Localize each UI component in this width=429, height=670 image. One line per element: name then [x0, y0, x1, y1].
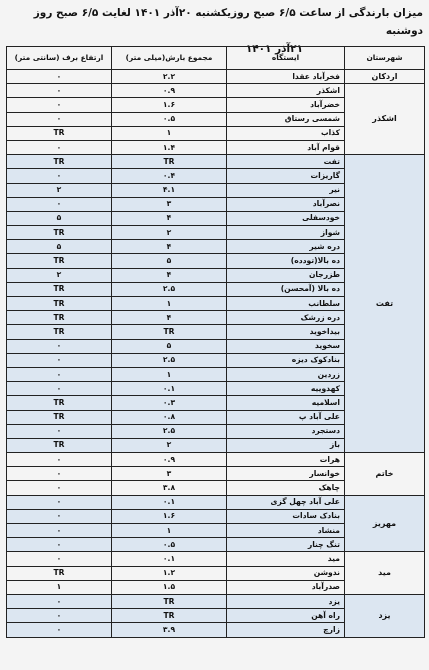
station-cell: خوانسار	[227, 467, 345, 481]
station-cell: علی آباد چهل گزی	[227, 495, 345, 509]
rain-cell: ۲.۵	[112, 282, 227, 296]
snow-cell: ۱	[7, 580, 112, 594]
station-cell: اشکذر	[227, 84, 345, 98]
station-cell: مید	[227, 552, 345, 566]
snow-cell: ۰	[7, 524, 112, 538]
rain-cell: TR	[112, 155, 227, 169]
snow-cell: ۰	[7, 552, 112, 566]
station-cell: بنادکوک دیزه	[227, 353, 345, 367]
rain-cell: ۱.۵	[112, 580, 227, 594]
station-cell: زارچ	[227, 623, 345, 637]
rain-cell: ۱.۲	[112, 566, 227, 580]
snow-cell: ۰	[7, 70, 112, 84]
rain-cell: ۲.۵	[112, 353, 227, 367]
county-cell: مید	[345, 552, 425, 595]
rain-cell: ۰.۵	[112, 538, 227, 552]
snow-cell: TR	[7, 126, 112, 140]
rain-cell: TR	[112, 594, 227, 608]
station-cell: فخرآباد عقدا	[227, 70, 345, 84]
rain-cell: ۵	[112, 339, 227, 353]
rain-cell: ۰.۵	[112, 112, 227, 126]
snow-cell: TR	[7, 325, 112, 339]
snow-cell: TR	[7, 226, 112, 240]
rain-cell: ۰.۸	[112, 410, 227, 424]
snow-cell: ۵	[7, 211, 112, 225]
station-cell: سلطانب	[227, 297, 345, 311]
station-cell: سخوید	[227, 339, 345, 353]
station-cell: هرات	[227, 453, 345, 467]
county-cell: خاتم	[345, 453, 425, 496]
rain-cell: ۴	[112, 240, 227, 254]
snow-cell: ۰	[7, 84, 112, 98]
header-snow: ارتفاع برف (سانتی متر)	[7, 47, 112, 70]
station-cell: صدرآباد	[227, 580, 345, 594]
station-cell: اسلامیه	[227, 396, 345, 410]
county-cell: اشکذر	[345, 84, 425, 155]
snow-cell: ۰	[7, 424, 112, 438]
rainfall-table	[6, 46, 425, 638]
station-cell: تفت	[227, 155, 345, 169]
rain-cell: ۰.۱	[112, 552, 227, 566]
rain-cell: ۰.۹	[112, 453, 227, 467]
snow-cell: ۰	[7, 594, 112, 608]
snow-cell: ۰	[7, 623, 112, 637]
station-cell: بیداخوید	[227, 325, 345, 339]
rain-cell: ۳.۹	[112, 623, 227, 637]
title-line-1: میزان بارندگی از ساعت ۶/۵ صبح روزیکشنبه ۲۰آذر ۱۴۰۱ لغایت ۶/۵ صبح روز دوشنبه	[33, 7, 423, 37]
snow-cell: ۰	[7, 367, 112, 381]
snow-cell: TR	[7, 282, 112, 296]
rain-cell: ۰.۳	[112, 396, 227, 410]
header-station: ایستگاه	[227, 47, 345, 70]
table-row	[7, 552, 425, 566]
table-row	[7, 594, 425, 608]
station-cell: ندوشن	[227, 566, 345, 580]
station-cell: قوام آباد	[227, 140, 345, 154]
snow-cell: ۲	[7, 268, 112, 282]
table-row	[7, 155, 425, 169]
station-cell: دستجرد	[227, 424, 345, 438]
table-row	[7, 453, 425, 467]
station-cell: منشاد	[227, 524, 345, 538]
rain-cell: ۴	[112, 268, 227, 282]
station-cell: دره شیر	[227, 240, 345, 254]
snow-cell: ۲	[7, 183, 112, 197]
rain-cell: ۲	[112, 438, 227, 452]
rain-cell: ۵	[112, 254, 227, 268]
rain-cell: ۲	[112, 226, 227, 240]
snow-cell: TR	[7, 297, 112, 311]
table-row	[7, 495, 425, 509]
station-cell: ده بالا(تودده)	[227, 254, 345, 268]
snow-cell: TR	[7, 311, 112, 325]
station-cell: تنگ چنار	[227, 538, 345, 552]
station-cell: چاهک	[227, 481, 345, 495]
snow-cell: ۰	[7, 112, 112, 126]
rain-cell: ۱	[112, 126, 227, 140]
station-cell: گاریزات	[227, 169, 345, 183]
rain-cell: TR	[112, 609, 227, 623]
station-cell: زردین	[227, 367, 345, 381]
county-cell: مهریز	[345, 495, 425, 552]
snow-cell: ۰	[7, 98, 112, 112]
table-body	[7, 70, 425, 638]
rain-cell: ۱	[112, 524, 227, 538]
county-cell: اردکان	[345, 70, 425, 84]
snow-cell: ۰	[7, 538, 112, 552]
station-cell: بنادک سادات	[227, 509, 345, 523]
station-cell: خضرآباد	[227, 98, 345, 112]
station-cell: کهدوییه	[227, 382, 345, 396]
header-county: شهرستان	[345, 47, 425, 70]
rain-cell: ۰.۹	[112, 84, 227, 98]
snow-cell: ۵	[7, 240, 112, 254]
station-cell: علی آباد پ	[227, 410, 345, 424]
station-cell: نیر	[227, 183, 345, 197]
rain-cell: TR	[112, 325, 227, 339]
table-header-row	[7, 47, 425, 70]
rain-cell: ۲.۲	[112, 70, 227, 84]
rain-cell: ۰.۱	[112, 382, 227, 396]
rain-cell: ۱	[112, 297, 227, 311]
rain-cell: ۴	[112, 211, 227, 225]
table-row	[7, 84, 425, 98]
header-rain: مجموع بارش(میلی متر)	[112, 47, 227, 70]
rain-cell: ۱.۶	[112, 509, 227, 523]
snow-cell: ۰	[7, 353, 112, 367]
station-cell: ده بالا (آمحسن)	[227, 282, 345, 296]
rain-cell: ۳	[112, 197, 227, 211]
snow-cell: TR	[7, 254, 112, 268]
station-cell: خودسفلی	[227, 211, 345, 225]
snow-cell: ۰	[7, 609, 112, 623]
snow-cell: TR	[7, 396, 112, 410]
snow-cell: ۰	[7, 197, 112, 211]
document-title	[6, 4, 423, 55]
snow-cell: TR	[7, 155, 112, 169]
snow-cell: TR	[7, 438, 112, 452]
station-cell: طزرجان	[227, 268, 345, 282]
station-cell: باز	[227, 438, 345, 452]
snow-cell: ۰	[7, 169, 112, 183]
snow-cell: ۰	[7, 453, 112, 467]
snow-cell: TR	[7, 410, 112, 424]
rain-cell: ۱.۶	[112, 98, 227, 112]
station-cell: نصرآباد	[227, 197, 345, 211]
snow-cell: TR	[7, 566, 112, 580]
rain-cell: ۱.۴	[112, 140, 227, 154]
snow-cell: ۰	[7, 339, 112, 353]
title-line-2: ۲۱آذر ۱۴۰۱	[245, 43, 303, 55]
rain-cell: ۰.۱	[112, 495, 227, 509]
station-cell: راه آهن	[227, 609, 345, 623]
rain-cell: ۳	[112, 467, 227, 481]
snow-cell: ۰	[7, 481, 112, 495]
station-cell: کذاب	[227, 126, 345, 140]
rain-cell: ۰.۴	[112, 169, 227, 183]
station-cell: دره زرشک	[227, 311, 345, 325]
rain-cell: ۴.۱	[112, 183, 227, 197]
snow-cell: ۰	[7, 509, 112, 523]
station-cell: یزد	[227, 594, 345, 608]
station-cell: شمسی رستاق	[227, 112, 345, 126]
snow-cell: ۰	[7, 467, 112, 481]
snow-cell: ۰	[7, 495, 112, 509]
snow-cell: ۰	[7, 382, 112, 396]
rain-cell: ۳.۸	[112, 481, 227, 495]
rain-cell: ۲.۵	[112, 424, 227, 438]
county-cell: تفت	[345, 155, 425, 453]
snow-cell: ۰	[7, 140, 112, 154]
station-cell: شواز	[227, 226, 345, 240]
rain-cell: ۴	[112, 311, 227, 325]
table-row	[7, 70, 425, 84]
rain-cell: ۱	[112, 367, 227, 381]
county-cell: یزد	[345, 594, 425, 637]
